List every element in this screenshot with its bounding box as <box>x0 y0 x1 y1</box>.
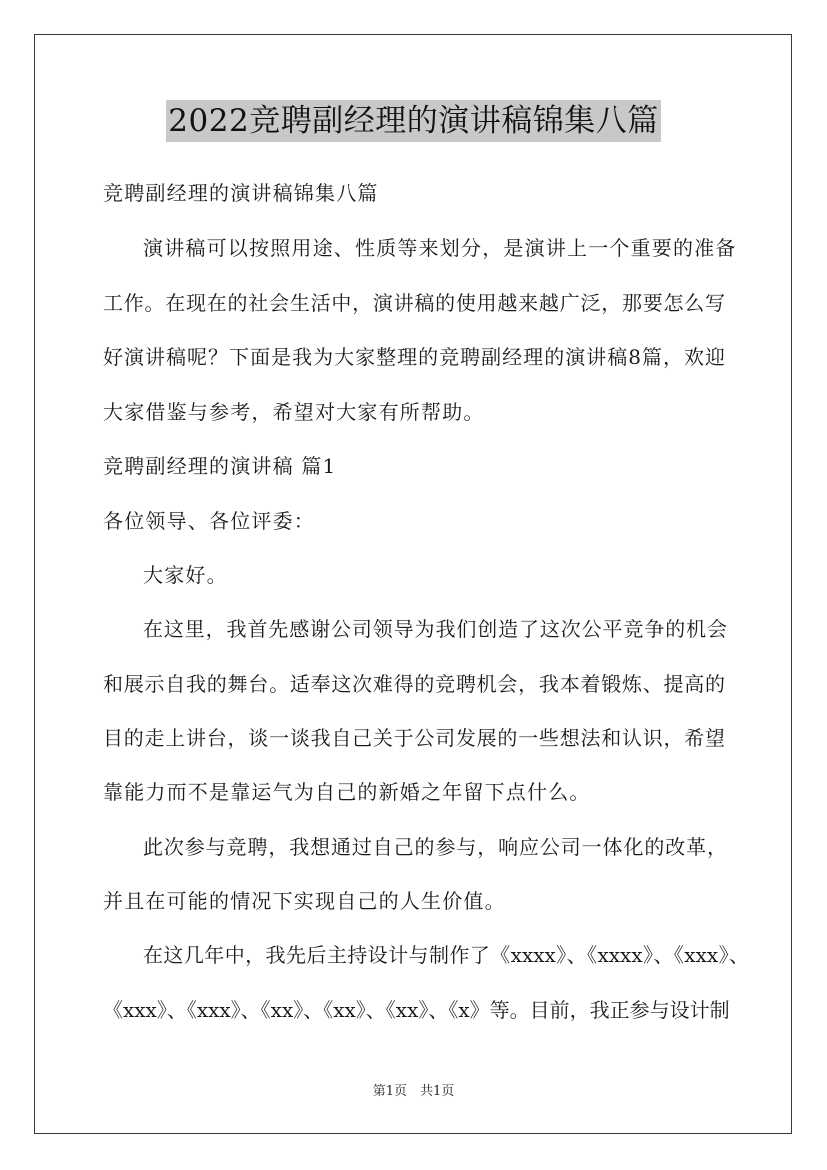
subtitle-line: 竞聘副经理的演讲稿锦集八篇 <box>103 181 379 205</box>
paragraph-line: 大家借鉴与参考，希望对大家有所帮助。 <box>103 400 485 424</box>
paragraph-line: 好演讲稿呢？下面是我为大家整理的竞聘副经理的演讲稿8篇，欢迎 <box>103 345 725 369</box>
section-heading: 竞聘副经理的演讲稿 篇1 <box>103 454 337 478</box>
paragraph-line: 靠能力而不是靠运气为自己的新婚之年留下点什么。 <box>103 780 591 804</box>
paragraph-line: 演讲稿可以按照用途、性质等来划分，是演讲上一个重要的准备 <box>143 236 737 260</box>
paragraph-line: 《xxx》、《xxx》、《xx》、《xx》、《xx》、《x》等。目前，我正参与设计制 <box>103 998 730 1022</box>
paragraph-line: 工作。在现在的社会生活中，演讲稿的使用越来越广泛，那要怎么写 <box>103 291 725 315</box>
page-number-footer: 第1页 共1页 <box>372 1084 455 1099</box>
paragraph-line: 此次参与竞聘，我想通过自己的参与，响应公司一体化的改革， <box>143 835 727 859</box>
paragraph-line: 目的走上讲台，谈一谈我自己关于公司发展的一些想法和认识，希望 <box>103 726 725 750</box>
title-container <box>0 100 827 142</box>
paragraph-line: 并且在可能的情况下实现自己的人生价值。 <box>103 889 506 913</box>
paragraph-line: 在这几年中，我先后主持设计与制作了《xxxx》、《xxxx》、《xxx》、 <box>143 943 749 967</box>
document-title: 2022竞聘副经理的演讲稿锦集八篇 <box>166 100 660 142</box>
salutation-line: 各位领导、各位评委： <box>103 509 315 533</box>
greeting-line: 大家好。 <box>143 563 228 587</box>
paragraph-line: 和展示自我的舞台。适奉这次难得的竞聘机会，我本着锻炼、提高的 <box>103 672 725 696</box>
paragraph-line: 在这里，我首先感谢公司领导为我们创造了这次公平竞争的机会 <box>143 617 727 641</box>
